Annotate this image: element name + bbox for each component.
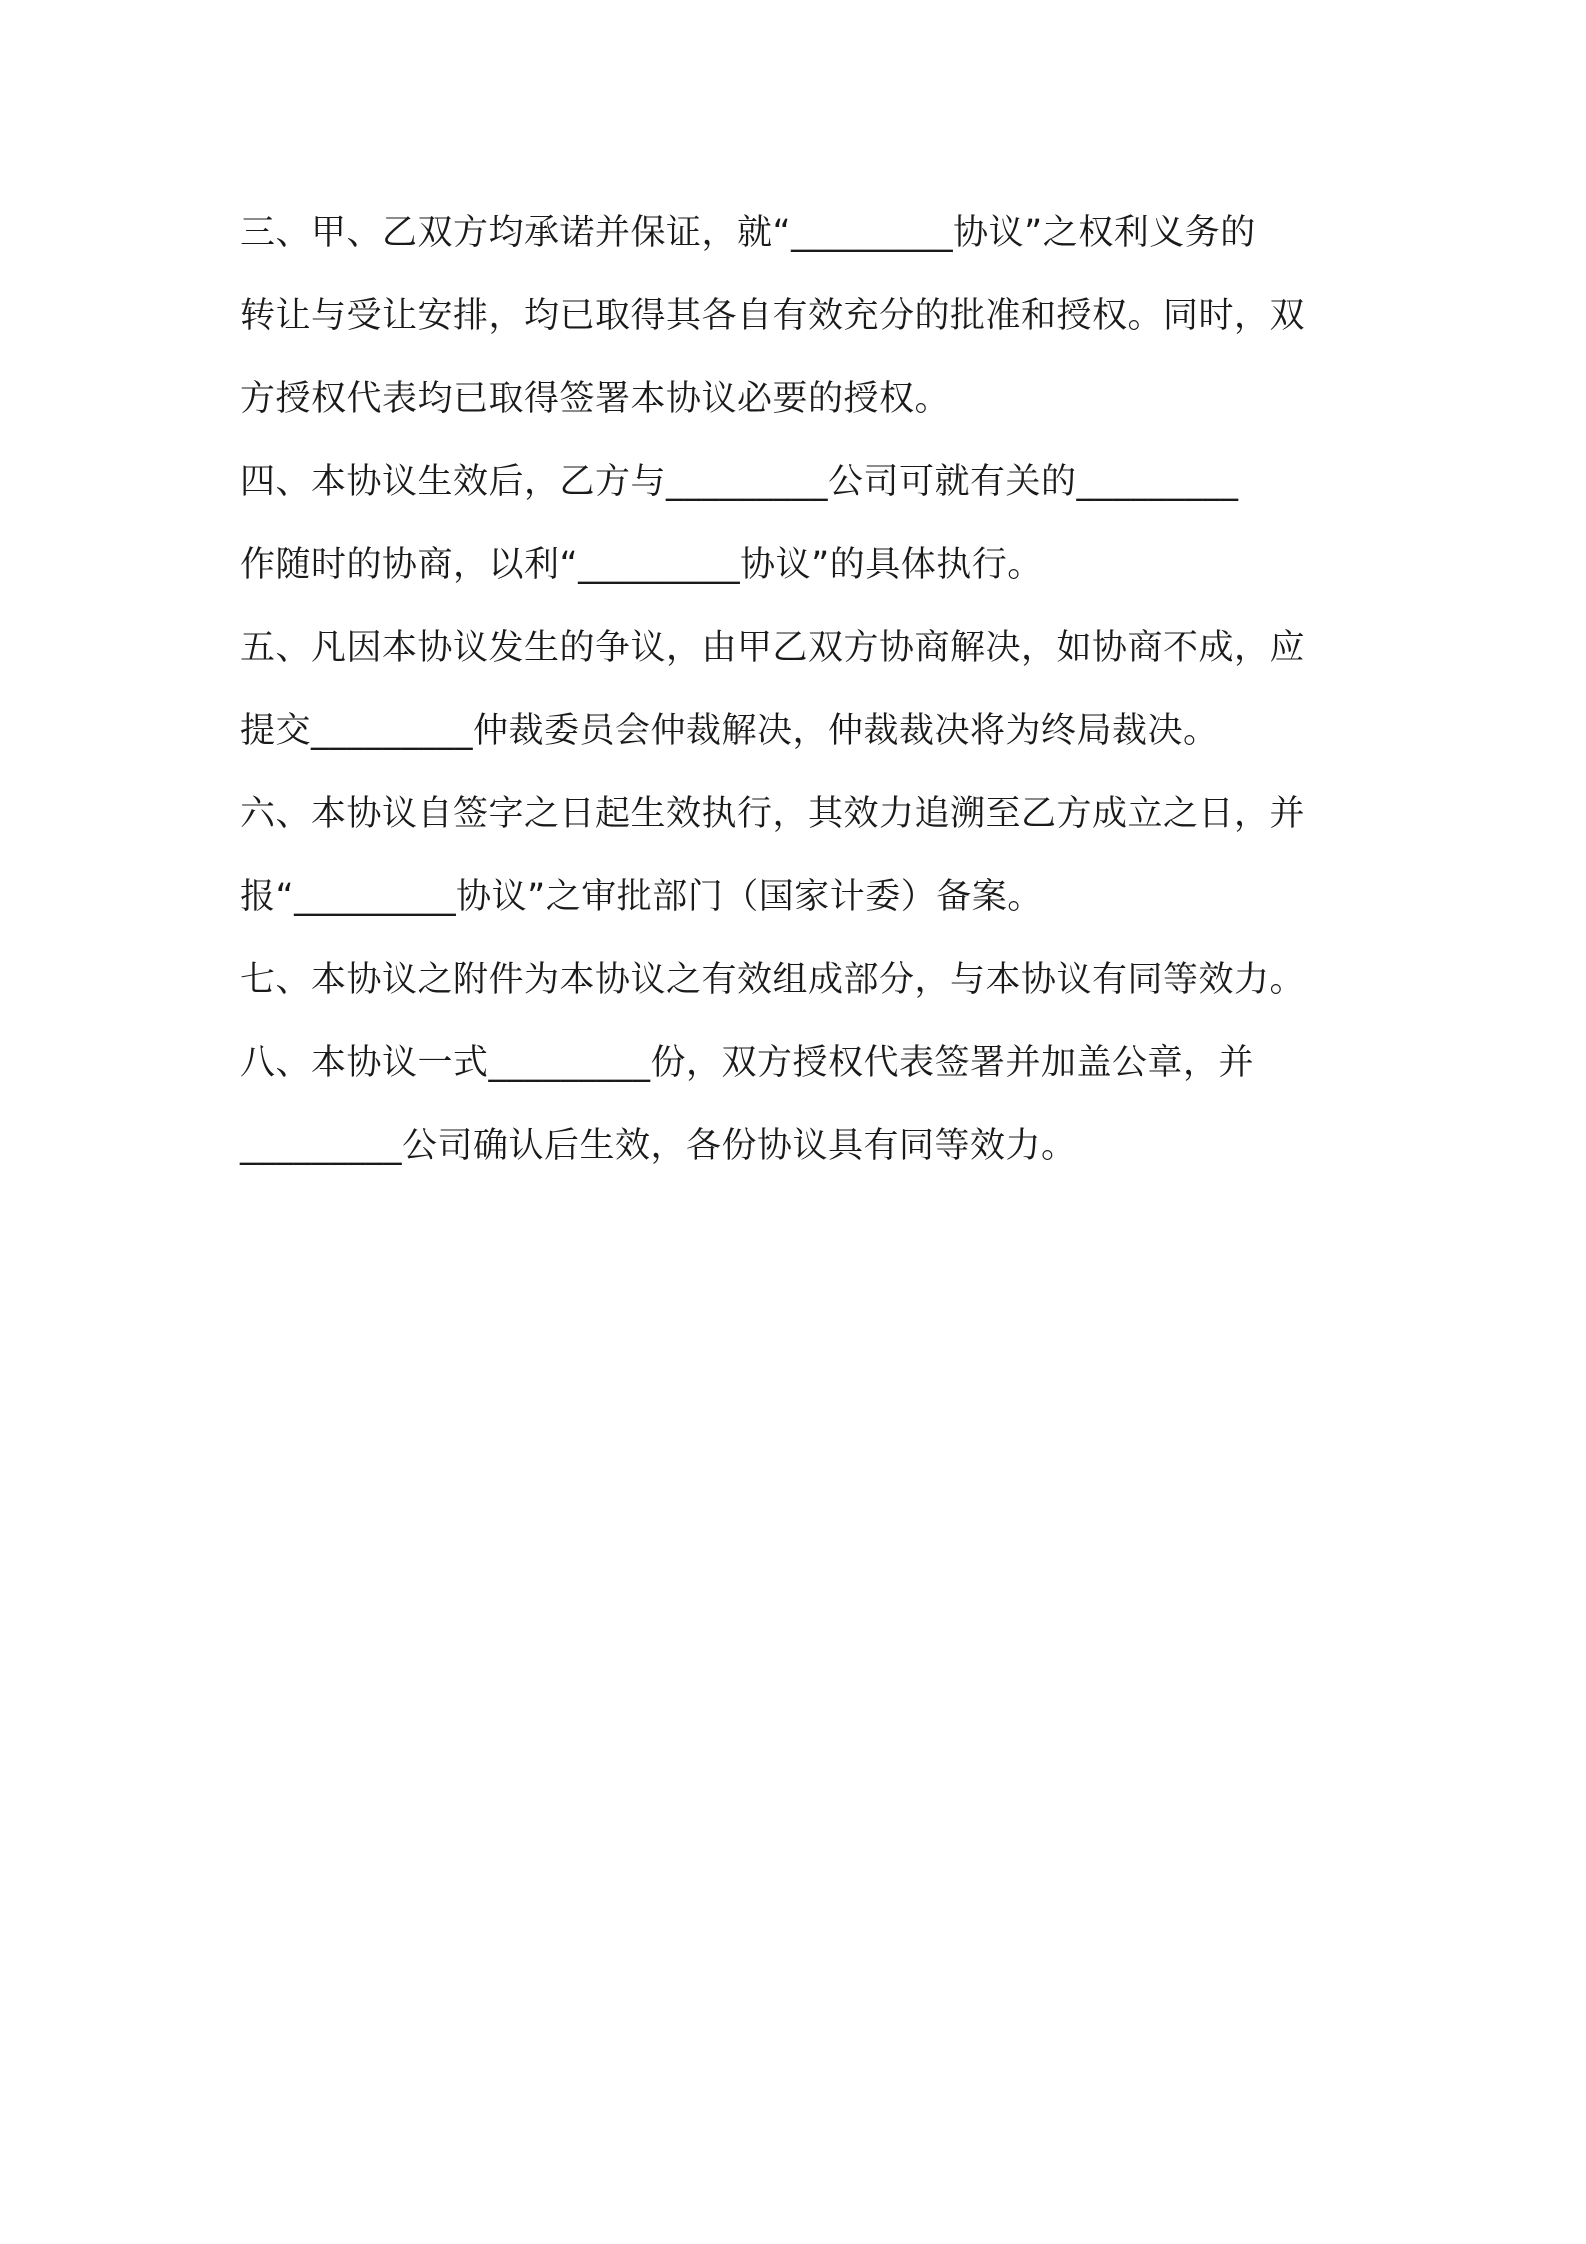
clause-line: 四、本协议生效后，乙方与_________公司可就有关的_________	[240, 462, 1239, 502]
clause-line: 八、本协议一式_________份，双方授权代表签署并加盖公章，并	[240, 1043, 1255, 1083]
document-body	[240, 192, 1360, 1188]
clause-line: 报“_________协议”之审批部门（国家计委）备案。	[240, 877, 1043, 917]
clause-7	[240, 939, 1360, 1022]
clause-3	[240, 192, 1360, 441]
clause-6	[240, 773, 1360, 939]
clause-4	[240, 441, 1360, 607]
clause-line: 七、本协议之附件为本协议之有效组成部分，与本协议有同等效力。	[240, 960, 1306, 1000]
clause-line: 转让与受让安排，均已取得其各自有效充分的批准和授权。同时，双	[240, 296, 1306, 336]
clause-line: _________公司确认后生效，各份协议具有同等效力。	[240, 1126, 1077, 1166]
clause-line: 提交_________仲裁委员会仲裁解决，仲裁裁决将为终局裁决。	[240, 711, 1219, 751]
clause-line: 六、本协议自签字之日起生效执行，其效力追溯至乙方成立之日，并	[240, 794, 1306, 834]
clause-line: 作随时的协商，以利“_________协议”的具体执行。	[240, 545, 1043, 585]
clause-5	[240, 607, 1360, 773]
clause-line: 三、甲、乙双方均承诺并保证，就“_________协议”之权利义务的	[240, 213, 1256, 253]
clause-8	[240, 1022, 1360, 1188]
clause-line: 方授权代表均已取得签署本协议必要的授权。	[240, 379, 951, 419]
clause-line: 五、凡因本协议发生的争议，由甲乙双方协商解决，如协商不成，应	[240, 628, 1306, 668]
